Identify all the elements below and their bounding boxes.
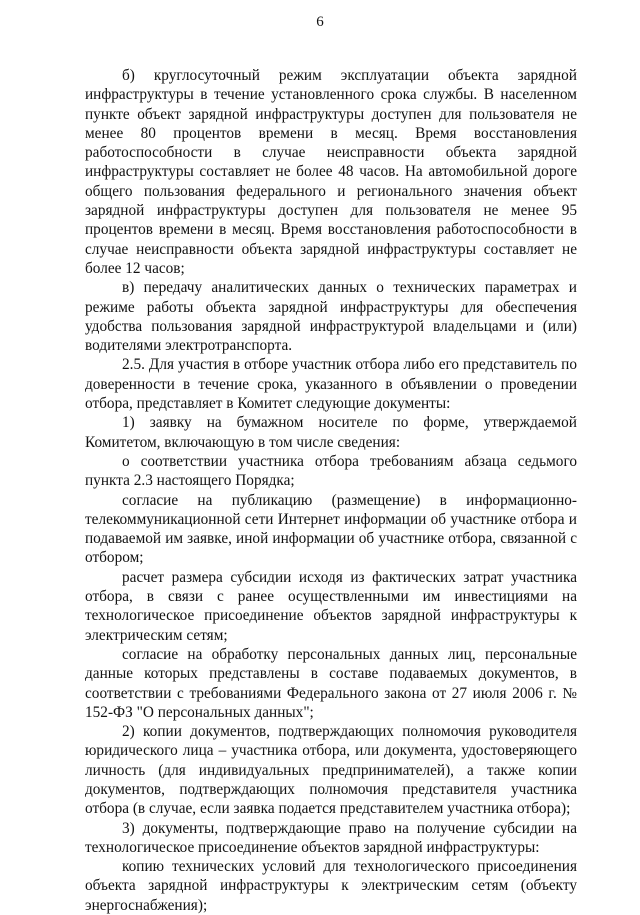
page-number: 6	[316, 14, 324, 30]
paragraph-publication-consent: согласие на публикацию (размещение) в информационно-телекоммуникационной сети Интернет информации об участнике отбора и подаваемой им заявке, иной информации об участнике отбора, связанной с отбором;	[85, 491, 577, 567]
paragraph-item-b: б) круглосуточный режим эксплуатации объекта зарядной инфраструктуры в течение установленного срока службы. В населенном пункте объект зарядной инфраструктуры доступен для пользователя не менее 80 процентов времени в месяц. Время восстановления работоспособности в случае неисправности объекта зарядной инфраструктуры составляет не более 48 часов. На автомобильной дороге общего пользования федерального и регионального значения объект зарядной инфраструктуры доступен для пользователя не менее 95 процентов времени в месяц. Время восстановления работоспособности в случае неисправности объекта зарядной инфраструктуры составляет не более 12 часов;	[85, 67, 577, 277]
paragraph-item-1: 1) заявку на бумажном носителе по форме, утверждаемой Комитетом, включающую в том числе сведения:	[85, 414, 577, 451]
paragraph-personal-data-consent: согласие на обработку персональных данных лиц, персональные данные которых представлены в составе подаваемых документов, в соответствии с требованиями Федерального закона от 27 июля 2006 г. № 152-ФЗ "О персональных данных";	[85, 645, 577, 721]
paragraph-subsidy-calculation: расчет размера субсидии исходя из фактических затрат участника отбора, в связи с ранее осуществленными им инвестициями на технологическое присоединение объектов зарядной инфраструктуры к электрическим сетям;	[85, 568, 577, 644]
paragraph-item-v: в) передачу аналитических данных о технических параметрах и режиме работы объекта зарядной инфраструктуры для обеспечения удобства пользования зарядной инфраструктурой владельцами и (или) водителями электротранспорта.	[85, 279, 577, 355]
paragraph-2-5: 2.5. Для участия в отборе участник отбора либо его представитель по доверенности в течение срока, указанного в объявлении о проведении отбора, представляет в Комитет следующие документы:	[85, 356, 577, 413]
paragraph-compliance: о соответствии участника отбора требованиям абзаца седьмого пункта 2.3 настоящего Порядка;	[85, 452, 577, 490]
document-body	[85, 66, 577, 915]
paragraph-item-3: 3) документы, подтверждающие право на получение субсидии на технологическое присоединение объектов зарядной инфраструктуры:	[85, 819, 577, 856]
paragraph-item-2: 2) копии документов, подтверждающих полномочия руководителя юридического лица – участника отбора, или документа, удостоверяющего личность (для индивидуальных предпринимателей), а также копии документов, подтверждающих полномочия представителя участника отбора (в случае, если заявка подается представителем участника отбора);	[85, 723, 577, 818]
paragraph-technical-conditions: копию технических условий для технологического присоединения объекта зарядной инфраструктуры к электрическим сетям (объекту энергоснабжения);	[85, 858, 577, 914]
